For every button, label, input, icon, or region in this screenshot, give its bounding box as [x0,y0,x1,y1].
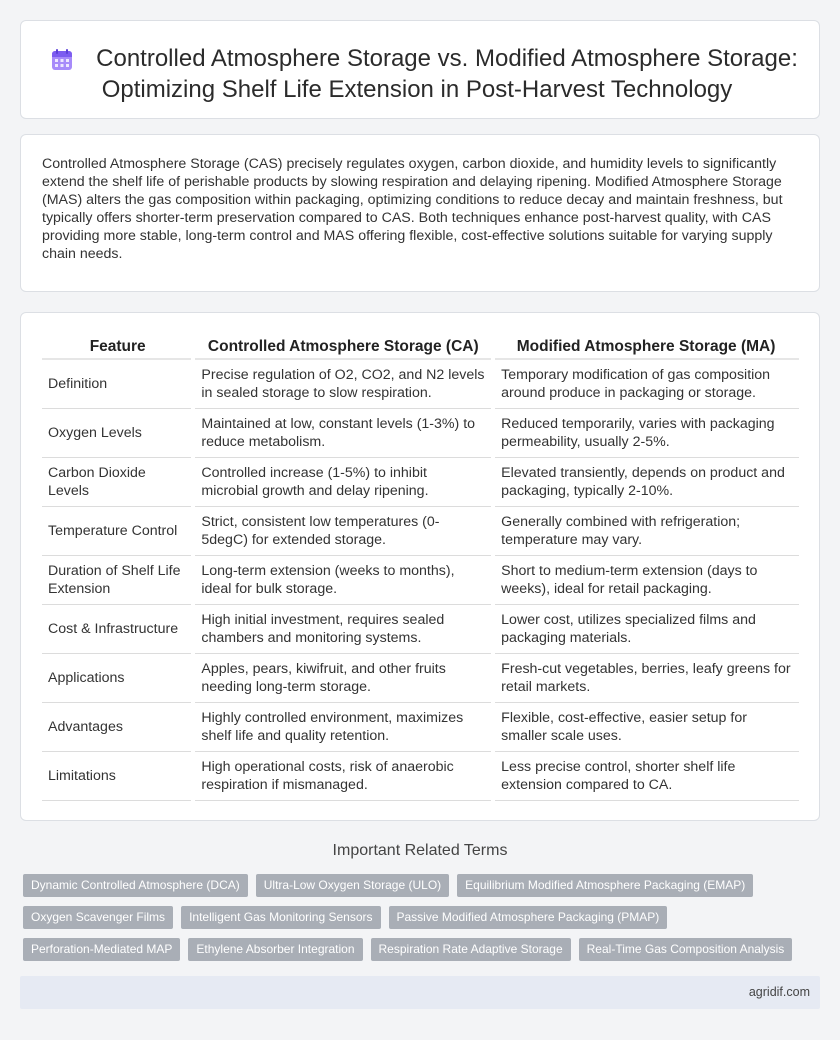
ca-cell: High initial investment, requires sealed chambers and monitoring systems. [193,604,493,653]
page-title-line1: Controlled Atmosphere Storage vs. Modified Atmosphere Storage: [96,45,798,72]
ma-cell: Less precise control, shorter shelf life extension compared to CA. [493,751,799,800]
intro-card [20,134,820,292]
related-term-tag[interactable]: Respiration Rate Adaptive Storage [371,938,571,961]
related-term-tag[interactable]: Real-Time Gas Composition Analysis [579,938,793,961]
table-row [42,604,799,653]
feature-cell: Carbon Dioxide Levels [42,457,193,506]
feature-cell: Temperature Control [42,506,193,555]
related-term-tag[interactable]: Intelligent Gas Monitoring Sensors [181,906,380,929]
feature-cell: Limitations [42,751,193,800]
column-header-feature: Feature [42,333,193,359]
related-term-tag[interactable]: Ethylene Absorber Integration [188,938,362,961]
header-card [20,20,820,119]
column-header-ma: Modified Atmosphere Storage (MA) [493,333,799,359]
feature-cell: Applications [42,653,193,702]
page-title [21,43,821,105]
ma-cell: Reduced temporarily, varies with packaging permeability, usually 2-5%. [493,408,799,457]
ma-cell: Lower cost, utilizes specialized films and packaging materials. [493,604,799,653]
feature-cell: Definition [42,359,193,408]
intro-paragraph: Controlled Atmosphere Storage (CAS) precisely regulates oxygen, carbon dioxide, and humidity levels to significantly extend the shelf life of perishable products by slowing respiration and delaying ripening. Modified Atmosphere Storage (MAS) alters the gas composition within packaging, optimizing conditions to reduce decay and maintain freshness, but typically offers shorter-term preservation compared to CAS. Both techniques enhance post-harvest quality, with CAS providing more stable, long-term control and MAS offering flexible, cost-effective solutions suitable for varying supply chain needs. [42,156,783,262]
ca-cell: Controlled increase (1-5%) to inhibit microbial growth and delay ripening. [193,457,493,506]
related-term-tag[interactable]: Dynamic Controlled Atmosphere (DCA) [23,874,248,897]
ca-cell: Long-term extension (weeks to months), ideal for bulk storage. [193,555,493,604]
feature-cell: Duration of Shelf Life Extension [42,555,193,604]
table-row [42,506,799,555]
related-terms-row [23,874,753,897]
footer-site-link[interactable]: agridif.com [748,985,810,999]
ca-cell: Apples, pears, kiwifruit, and other fruits needing long-term storage. [193,653,493,702]
feature-cell: Oxygen Levels [42,408,193,457]
table-row [42,653,799,702]
feature-cell: Cost & Infrastructure [42,604,193,653]
ma-cell: Temporary modification of gas composition around produce in packaging or storage. [493,359,799,408]
ma-cell: Short to medium-term extension (days to weeks), ideal for retail packaging. [493,555,799,604]
related-term-tag[interactable]: Equilibrium Modified Atmosphere Packaging (EMAP) [457,874,753,897]
ca-cell: Maintained at low, constant levels (1-3%) to reduce metabolism. [193,408,493,457]
related-term-tag[interactable]: Passive Modified Atmosphere Packaging (PMAP) [389,906,668,929]
ca-cell: Highly controlled environment, maximizes shelf life and quality retention. [193,702,493,751]
comparison-table [42,333,799,801]
ma-cell: Generally combined with refrigeration; temperature may vary. [493,506,799,555]
ca-cell: Precise regulation of O2, CO2, and N2 levels in sealed storage to slow respiration. [193,359,493,408]
table-row [42,702,799,751]
table-row [42,555,799,604]
related-term-tag[interactable]: Perforation-Mediated MAP [23,938,180,961]
feature-cell: Advantages [42,702,193,751]
table-row [42,359,799,408]
ma-cell: Fresh-cut vegetables, berries, leafy greens for retail markets. [493,653,799,702]
table-row [42,457,799,506]
ma-cell: Flexible, cost-effective, easier setup for smaller scale uses. [493,702,799,751]
table-header-row [42,333,799,359]
related-term-tag[interactable]: Ultra-Low Oxygen Storage (ULO) [256,874,449,897]
related-terms-row [23,906,667,929]
ca-cell: High operational costs, risk of anaerobic respiration if mismanaged. [193,751,493,800]
related-terms-title: Important Related Terms [332,842,508,859]
comparison-table-card [20,312,820,821]
ca-cell: Strict, consistent low temperatures (0-5degC) for extended storage. [193,506,493,555]
column-header-ca: Controlled Atmosphere Storage (CA) [193,333,493,359]
related-term-tag[interactable]: Oxygen Scavenger Films [23,906,173,929]
ma-cell: Elevated transiently, depends on product and packaging, typically 2-10%. [493,457,799,506]
table-row [42,751,799,800]
footer-bar [20,976,820,1009]
table-row [42,408,799,457]
related-terms-row [23,938,792,961]
page-title-line2: Optimizing Shelf Life Extension in Post-Harvest Technology [101,76,733,103]
